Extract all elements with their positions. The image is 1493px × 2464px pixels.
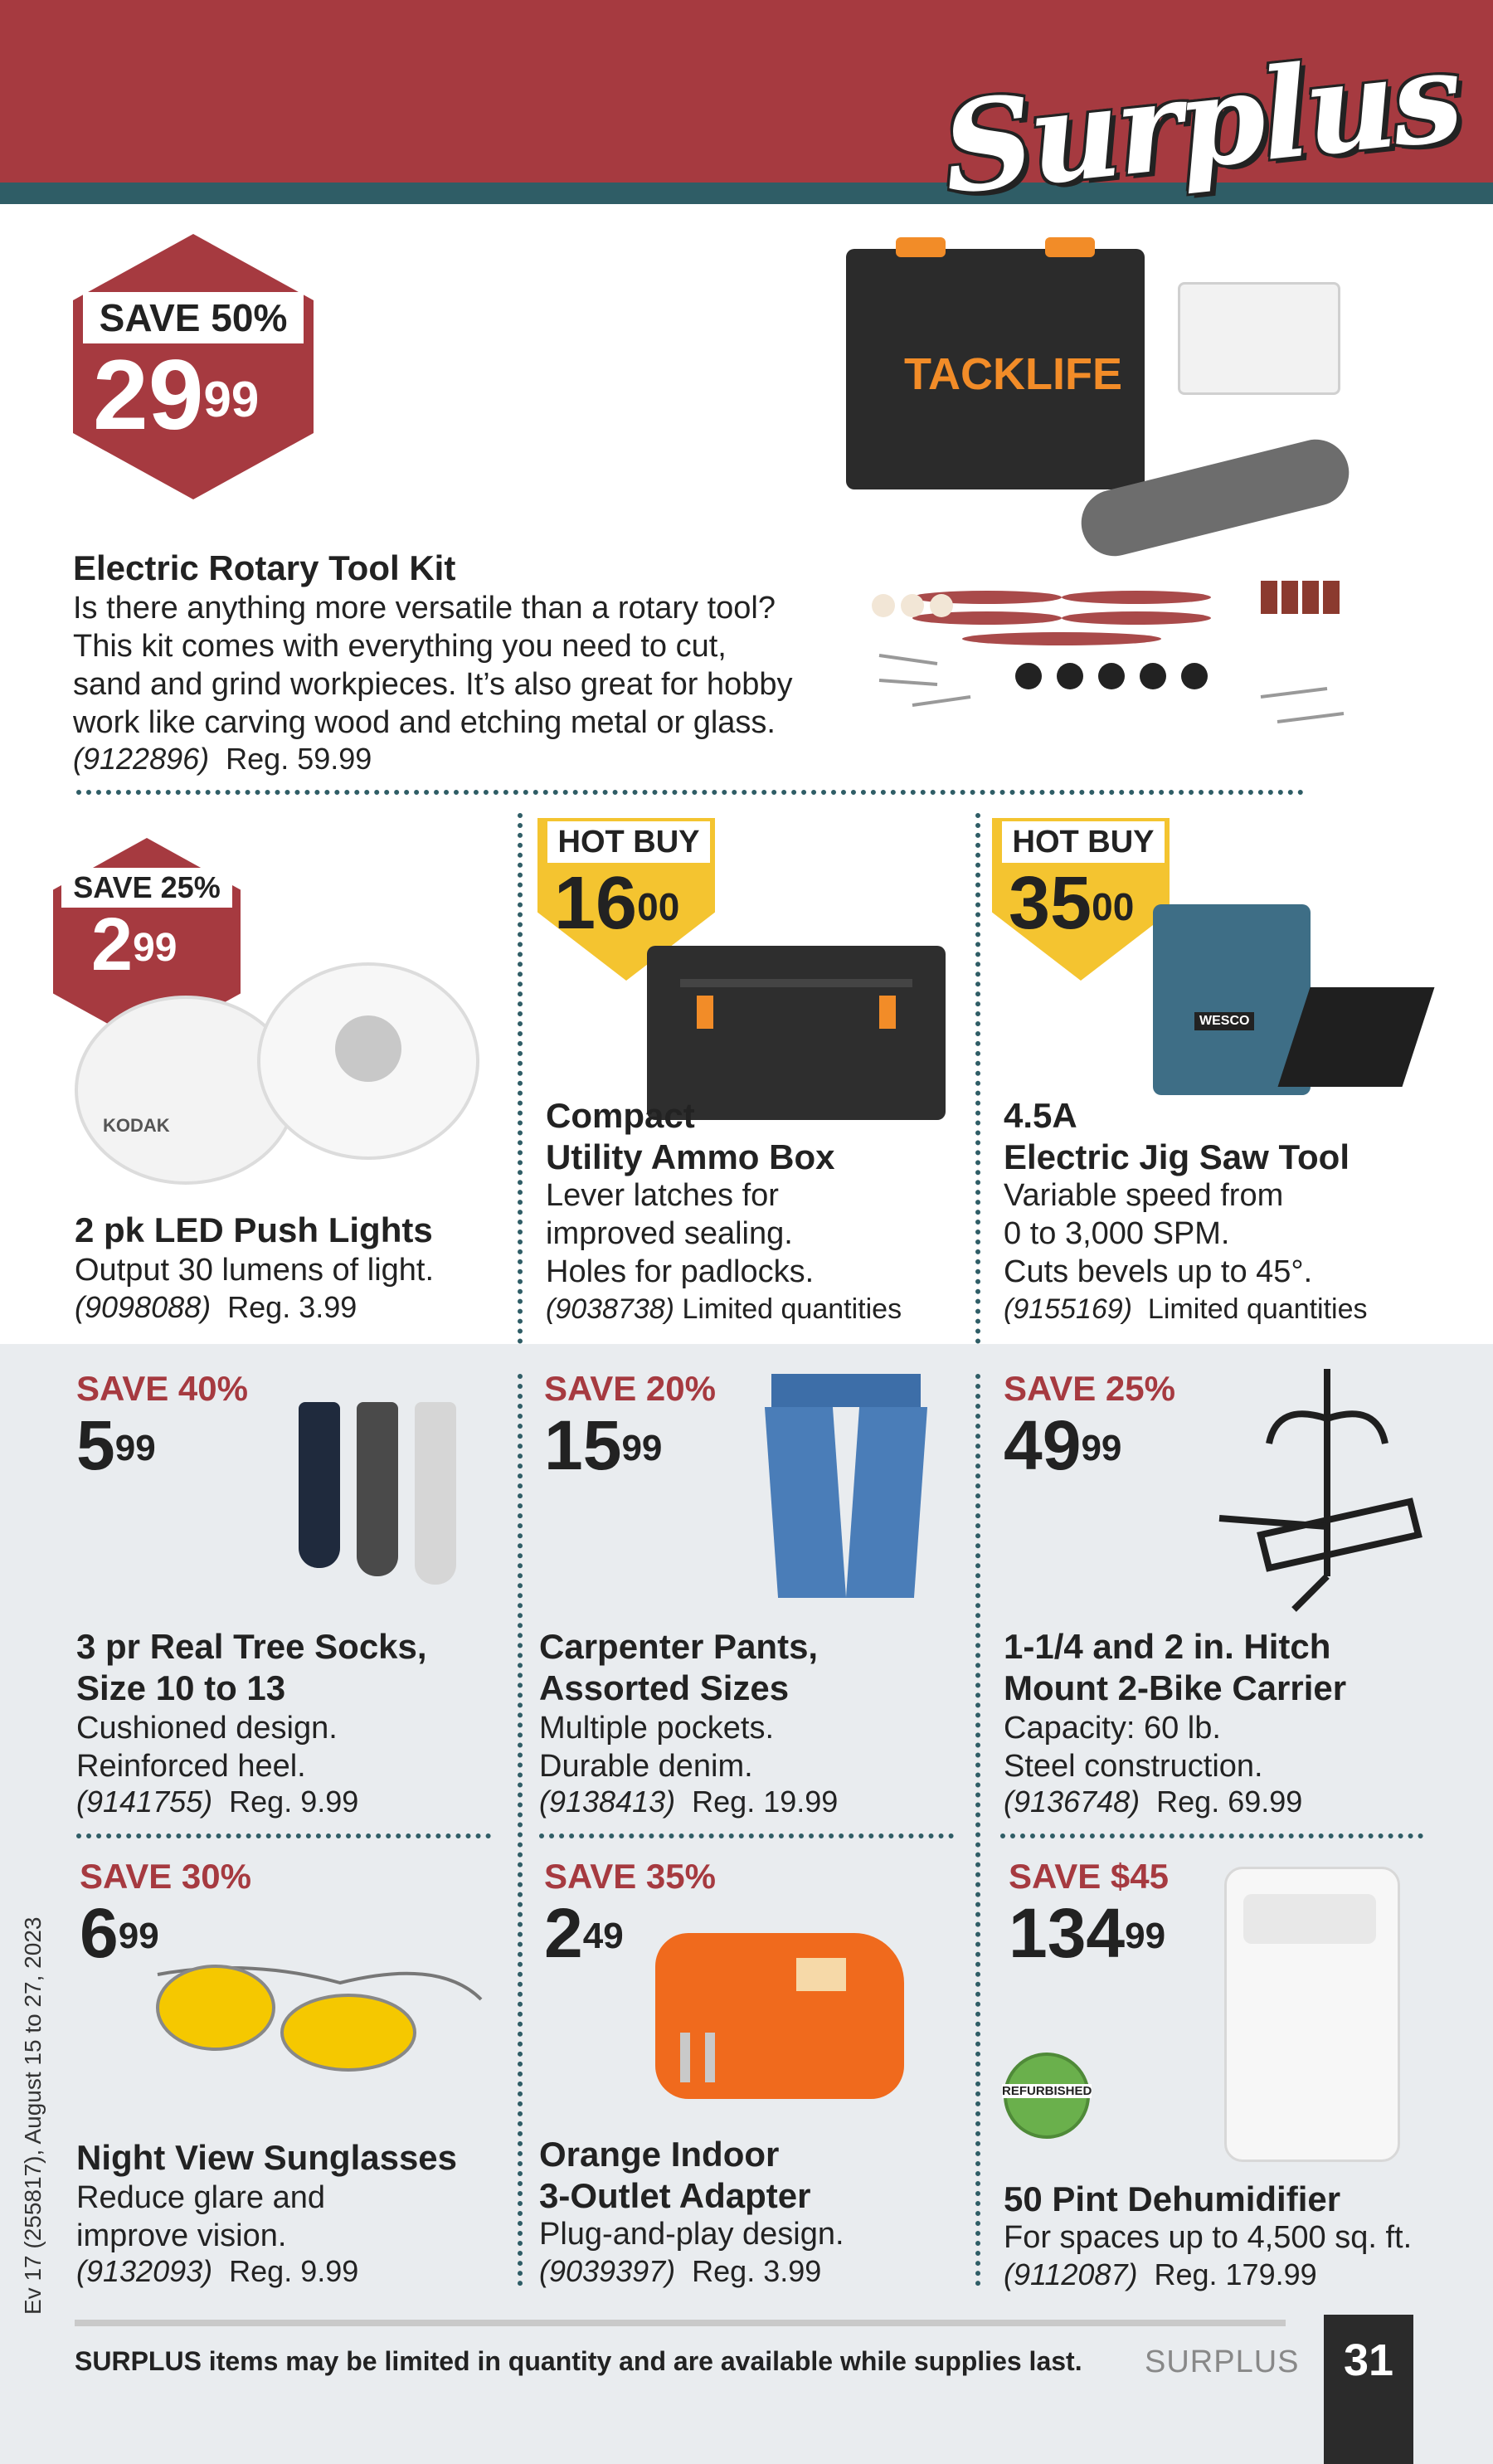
led-desc: Output 30 lumens of light. xyxy=(75,1253,435,1288)
pants-sku-line: (9138413) Reg. 19.99 xyxy=(539,1785,839,1819)
pants-save-label: SAVE 20% xyxy=(544,1369,716,1408)
jigsaw-desc: Variable speed from 0 to 3,000 SPM. Cuts bevels up to 45°. xyxy=(1004,1178,1313,1289)
divider xyxy=(975,1374,980,2286)
dehumidifier-title: 50 Pint Dehumidifier xyxy=(1004,2179,1341,2218)
case-latch xyxy=(896,237,946,257)
tool-case-image xyxy=(846,249,1145,489)
sunglasses-desc: Reduce glare and improve vision. xyxy=(76,2180,325,2253)
socks-title: 3 pr Real Tree Socks, Size 10 to 13 xyxy=(76,1627,427,1707)
bike-save-label: SAVE 25% xyxy=(1004,1369,1175,1408)
socks-desc: Cushioned design. Reinforced heel. xyxy=(76,1711,338,1784)
brand-text: WESCO xyxy=(1194,1012,1254,1030)
featured-desc: Is there anything more versatile than a rotary tool? This kit comes with everything you need to cut, sand and grind workpieces. It’s also great for hobby work like carving wood and etching metal or glass. xyxy=(73,591,793,740)
dehumidifier-sku-line: (9112087) Reg. 179.99 xyxy=(1004,2257,1317,2291)
adapter-price: $2^{49}$ xyxy=(544,1894,624,1972)
dehumidifier-image xyxy=(1224,1867,1400,2162)
ammo-price: $16^{00}$ xyxy=(554,862,680,945)
ammo-desc: Lever latches for improved sealing. Holes for padlocks. xyxy=(546,1178,815,1289)
socks-image xyxy=(299,1402,464,1593)
bike-sku-line: (9136748) Reg. 69.99 xyxy=(1004,1785,1303,1819)
refurbished-badge xyxy=(1004,2053,1090,2139)
edition-side-text: Ev 17 (255817), August 15 to 27, 2023 xyxy=(20,1916,46,2315)
ammo-sku-line: (9038738) Limited quantities xyxy=(546,1293,902,1325)
dehumidifier-price: $134^{99}$ xyxy=(1009,1894,1166,1972)
jigsaw-sku-line: (9155169) Limited quantities xyxy=(1004,1293,1368,1325)
divider xyxy=(518,813,523,1344)
pants-desc: Multiple pockets. Durable denim. xyxy=(539,1711,775,1784)
led-sku-line: (9098088) Reg. 3.99 xyxy=(75,1290,357,1324)
ammo-box-image xyxy=(647,946,946,1120)
sunglasses-price: $6^{99}$ xyxy=(80,1894,159,1972)
bike-price: $49^{99}$ xyxy=(1004,1406,1122,1484)
led-title: 2 pk LED Push Lights xyxy=(75,1210,433,1249)
bike-carrier-image xyxy=(1211,1369,1427,1618)
divider xyxy=(975,813,980,1344)
featured-save-label: SAVE 50% xyxy=(83,292,304,343)
footer-note: SURPLUS items may be limited in quantity and are available while supplies last. xyxy=(75,2346,1082,2376)
led-price: $2^{99}$ xyxy=(91,903,178,986)
surplus-logo: Surplus xyxy=(936,22,1466,223)
jigsaw-price: $35^{00}$ xyxy=(1009,862,1135,945)
ammo-title: Compact Utility Ammo Box xyxy=(546,1096,835,1176)
featured-price: $29^{99}$ xyxy=(93,339,260,450)
led-save-label: SAVE 25% xyxy=(61,868,232,908)
pants-title: Carpenter Pants, Assorted Sizes xyxy=(539,1627,819,1707)
jigsaw-hotbuy-label: HOT BUY xyxy=(1002,821,1165,863)
adapter-sku-line: (9039397) Reg. 3.99 xyxy=(539,2254,822,2288)
page-number: 31 xyxy=(1324,2315,1413,2464)
sunglasses-image xyxy=(149,1958,489,2074)
pants-image xyxy=(755,1374,937,1598)
adapter-title: Orange Indoor 3-Outlet Adapter xyxy=(539,2135,811,2215)
outlet-adapter-image xyxy=(655,1933,904,2099)
sunglasses-title: Night View Sunglasses xyxy=(76,2138,458,2177)
divider xyxy=(76,790,1304,795)
socks-save-label: SAVE 40% xyxy=(76,1369,248,1408)
adapter-desc: Plug-and-play design. xyxy=(539,2217,844,2252)
adapter-save-label: SAVE 35% xyxy=(544,1857,716,1896)
divider xyxy=(539,1833,954,1838)
brand-text: TACKLIFE xyxy=(904,349,1122,399)
sunglasses-sku-line: (9132093) Reg. 9.99 xyxy=(76,2254,359,2288)
accessory-box-image xyxy=(1178,282,1340,395)
bike-desc: Capacity: 60 lb. Steel construction. xyxy=(1004,1711,1263,1784)
bits-accessories-image xyxy=(863,572,1377,738)
footer-section-label: SURPLUS xyxy=(1145,2345,1300,2379)
ammo-hotbuy-label: HOT BUY xyxy=(547,821,710,863)
divider xyxy=(76,1833,491,1838)
dehumidifier-save-label: SAVE $45 xyxy=(1009,1857,1169,1896)
pants-price: $15^{99}$ xyxy=(544,1406,663,1484)
refurbished-label: REFURBISHED xyxy=(1002,2084,1092,2098)
footer-rule xyxy=(75,2320,1286,2326)
case-latch xyxy=(1045,237,1095,257)
socks-sku-line: (9141755) Reg. 9.99 xyxy=(76,1785,359,1819)
bike-title: 1-1/4 and 2 in. Hitch Mount 2-Bike Carrier xyxy=(1004,1627,1347,1707)
dehumidifier-desc: For spaces up to 4,500 sq. ft. xyxy=(1004,2220,1413,2255)
socks-price: $5^{99}$ xyxy=(76,1406,156,1484)
divider xyxy=(518,1374,523,2286)
led-light-image xyxy=(257,962,479,1160)
featured-title: Electric Rotary Tool Kit xyxy=(73,548,456,587)
sunglasses-save-label: SAVE 30% xyxy=(80,1857,251,1896)
divider xyxy=(1000,1833,1423,1838)
jigsaw-title: 4.5A Electric Jig Saw Tool xyxy=(1004,1096,1350,1176)
featured-sku-line: (9122896) Reg. 59.99 xyxy=(73,742,372,776)
brand-text: KODAK xyxy=(103,1115,170,1136)
